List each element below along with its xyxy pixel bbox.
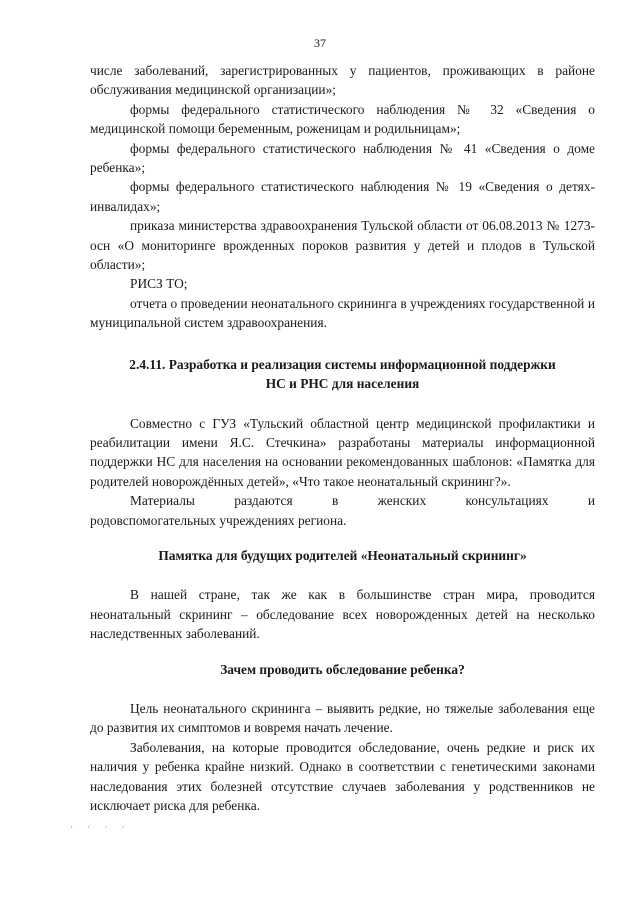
section-heading-line-2: НС и РНС для населения [265,376,420,392]
paragraph-materials-distribution [90,491,595,530]
paragraph-screening-report: отчета о проведении неонатального скрининга в учреждениях государственной и муниципальной систем здравоохранения. [90,295,595,331]
page-content [90,61,595,815]
paragraph-disease-registration: числе заболеваний, зарегистрированных у пациентов, проживающих в районе обслуживания медицинской организации»; [90,63,595,98]
paragraph-disease-risk: Заболевания, на которые проводится обследование, очень редкие и риск их наличия у ребенка крайне низкий. Однако в соответствии с генетическими законами наследования этих болезней отсутствие случаев заболевания у родственников не исключает риска для ребенка. [90,739,595,813]
paragraph-order-1273: приказа министерства здравоохранения Тульской области от 06.08.2013 № 1273-осн «О мониторинге врожденных пороков развития у детей и плодов в Тульской области»; [90,218,595,273]
paragraph-form-19: формы федерального статистического наблюдения № 19 «Сведения о детях-инвалидах»; [90,179,595,214]
paragraph-risz: РИСЗ ТО; [130,276,188,292]
page-number: 37 [314,36,326,50]
scan-marks: · · · · [70,822,131,832]
paragraph-form-41: формы федерального статистического наблюдения № 41 «Сведения о доме ребенка»; [90,140,595,176]
distribution-line-2: родовспомогательных учреждениях региона. [90,512,347,528]
distribution-line-1: Материалы раздаются в женских консультациях и [130,493,595,509]
paragraph-form-32: формы федерального статистического наблюдения № 32 «Сведения о медицинской помощи беременным, роженицам и родильницам»; [90,101,595,137]
section-heading-line-1: 2.4.11. Разработка и реализация системы информационной поддержки [129,356,556,372]
why-heading: Зачем проводить обследование ребенка? [220,661,465,677]
paragraph-screening-goal: Цель неонатального скрининга – выявить редкие, но тяжелые заболевания еще до развития их симптомов и вовремя начать лечение. [90,700,595,736]
memo-heading: Памятка для будущих родителей «Неонатальный скрининг» [158,547,527,563]
paragraph-info-materials: Совместно с ГУЗ «Тульский областной центр медицинской профилактики и реабилитации имени Я.С. Стечкина» разработаны материалы информационной поддержки НС для населения на основании рекомендованных шаблонов: «Памятка для родителей новорождённых детей», «Что такое неонатальный скрининг?». [90,415,595,489]
section-heading-2-4-11 [90,355,595,394]
paragraph-memo-intro: В нашей стране, так же как в большинстве стран мира, проводится неонатальный скрининг – обследование всех новорожденных детей на несколько наследственных заболеваний. [90,587,595,642]
